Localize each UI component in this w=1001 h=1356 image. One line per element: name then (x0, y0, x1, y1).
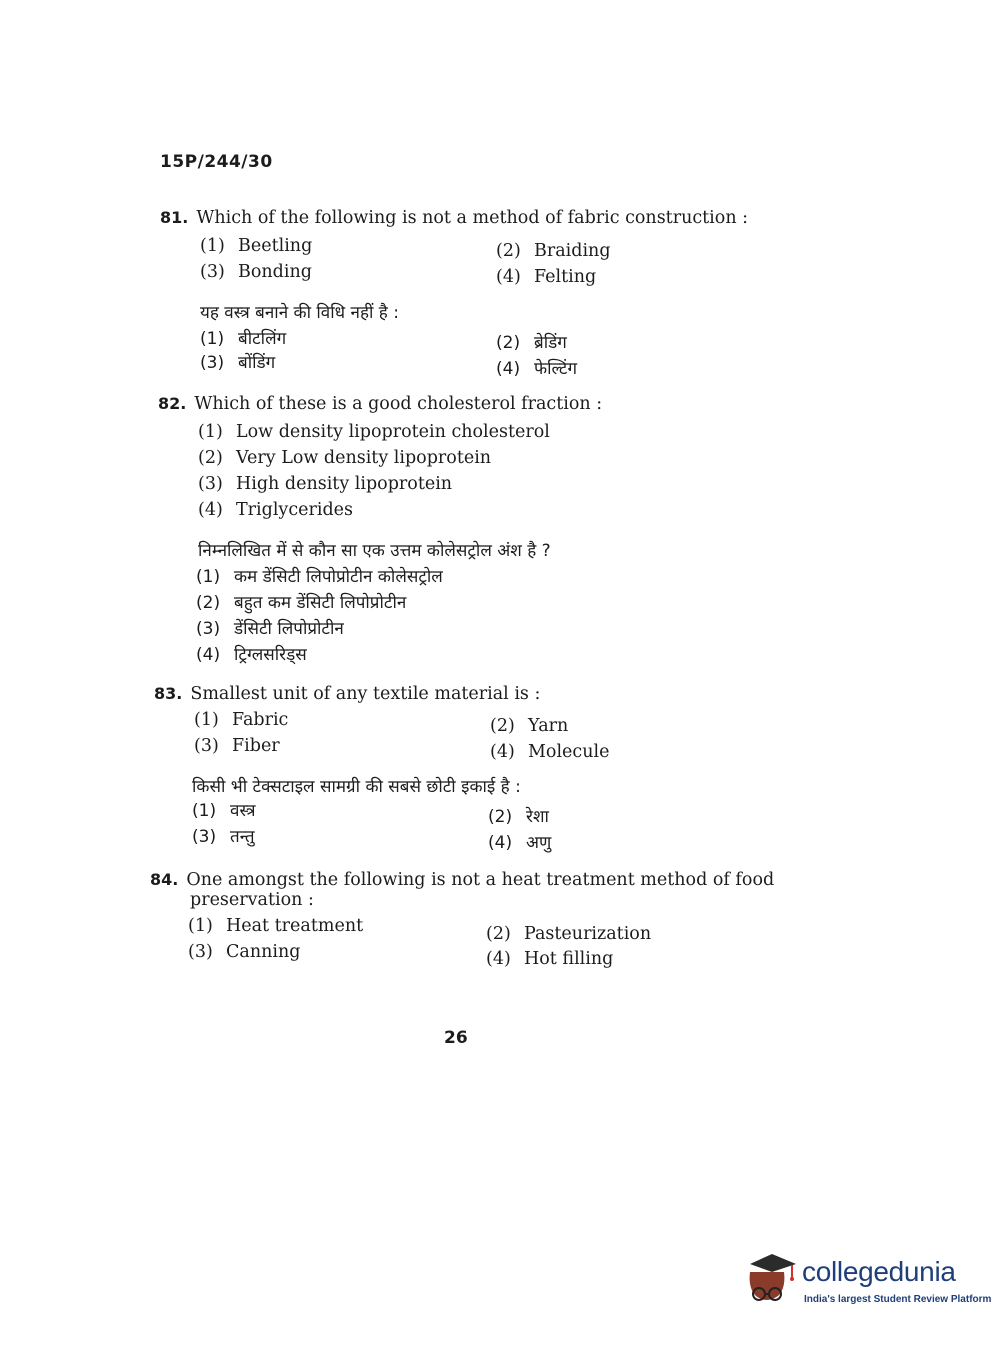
mascot-icon (742, 1250, 800, 1310)
option-text: तन्तु (230, 827, 255, 847)
option-number: (3) (200, 353, 225, 373)
option-4 (490, 742, 609, 762)
option-text: बहुत कम डेंसिटी लिपोप्रोटीन (234, 593, 407, 613)
option-1 (188, 916, 363, 936)
option-text: बोंडिंग (238, 353, 276, 373)
option-2 (198, 448, 491, 468)
hindi-option-2 (488, 804, 549, 827)
page-number: 26 (444, 1028, 468, 1048)
option-number: (2) (496, 241, 521, 261)
option-number: (4) (198, 500, 223, 520)
option-number: (1) (192, 801, 217, 821)
option-text: Yarn (528, 716, 569, 736)
option-number: (3) (196, 619, 221, 639)
option-text: Fiber (232, 736, 280, 756)
option-text: Hot filling (524, 949, 614, 969)
option-number: (1) (198, 422, 223, 442)
option-text: Beetling (238, 236, 313, 256)
option-number: (3) (194, 736, 219, 756)
question-stem (158, 394, 602, 414)
option-text: बीटलिंग (238, 329, 287, 349)
option-number: (1) (200, 329, 225, 349)
option-text: Low density lipoprotein cholesterol (236, 422, 550, 442)
option-1 (198, 422, 550, 442)
hindi-question-text: निम्नलिखित में से कौन सा एक उत्तम कोलेसट्रोल अंश है ? (198, 541, 551, 561)
logo-tagline: India's largest Student Review Platform (804, 1294, 992, 1305)
hindi-option-2 (496, 330, 567, 353)
hindi-option-3 (192, 824, 255, 847)
option-text: ब्रेडिंग (534, 333, 567, 353)
option-number: (3) (188, 942, 213, 962)
option-text: डेंसिटी लिपोप्रोटीन (234, 619, 344, 639)
option-text: ट्रिग्लसरिड्स (234, 645, 307, 665)
option-number: (4) (486, 949, 511, 969)
option-3 (194, 736, 280, 756)
question-number: 83. (154, 684, 183, 703)
option-4 (198, 500, 353, 520)
option-number: (1) (200, 236, 225, 256)
collegedunia-logo (742, 1250, 992, 1310)
question-text: Which of these is a good cholesterol fraction : (194, 394, 603, 414)
option-text: Bonding (238, 262, 312, 282)
hindi-question-text: किसी भी टेक्सटाइल सामग्री की सबसे छोटी इकाई है : (192, 777, 521, 797)
question-number: 84. (150, 870, 179, 889)
option-number: (3) (198, 474, 223, 494)
option-3 (200, 262, 312, 282)
question-stem (160, 208, 748, 228)
option-text: रेशा (526, 807, 549, 827)
question-stem (154, 684, 540, 704)
logo-wordmark: collegedunia (802, 1256, 956, 1287)
option-number: (3) (192, 827, 217, 847)
option-2 (496, 241, 611, 261)
option-text: Braiding (534, 241, 611, 261)
question-text: Smallest unit of any textile material is : (190, 684, 541, 704)
option-number: (4) (496, 359, 521, 379)
hindi-option-4 (196, 642, 307, 665)
option-number: (2) (490, 716, 515, 736)
option-number: (2) (198, 448, 223, 468)
option-number: (2) (488, 807, 513, 827)
option-number: (4) (488, 833, 513, 853)
option-1 (194, 710, 288, 730)
option-3 (188, 942, 300, 962)
option-number: (2) (486, 924, 511, 944)
question-81 (160, 208, 760, 378)
hindi-option-1 (192, 798, 255, 821)
question-text: Which of the following is not a method of fabric construction : (196, 208, 749, 228)
option-number: (3) (200, 262, 225, 282)
option-text: Heat treatment (226, 916, 364, 936)
hindi-option-3 (200, 350, 275, 373)
question-number: 82. (158, 394, 187, 413)
question-text: One amongst the following is not a heat treatment method of food (186, 870, 775, 890)
option-text: Molecule (528, 742, 610, 762)
hindi-option-3 (196, 616, 344, 639)
hindi-option-2 (196, 590, 406, 613)
question-text-continued: preservation : (190, 890, 314, 910)
hindi-option-1 (196, 564, 443, 587)
option-number: (4) (196, 645, 221, 665)
question-82 (158, 394, 758, 664)
question-stem (150, 870, 774, 890)
option-number: (2) (496, 333, 521, 353)
option-number: (4) (496, 267, 521, 287)
hindi-question-text: यह वस्त्र बनाने की विधि नहीं है : (200, 303, 399, 323)
option-1 (200, 236, 312, 256)
question-number: 81. (160, 208, 189, 227)
hindi-option-1 (200, 326, 286, 349)
option-text: Felting (534, 267, 597, 287)
option-text: अणु (526, 833, 552, 853)
paper-code: 15P/244/30 (160, 152, 273, 172)
option-text: Canning (226, 942, 301, 962)
question-84 (150, 870, 790, 980)
question-83 (154, 684, 754, 854)
option-3 (198, 474, 452, 494)
option-2 (490, 716, 568, 736)
option-number: (1) (196, 567, 221, 587)
option-text: Fabric (232, 710, 289, 730)
option-2 (486, 924, 651, 944)
option-text: कम डेंसिटी लिपोप्रोटीन कोलेसट्रोल (234, 567, 443, 587)
option-number: (4) (490, 742, 515, 762)
option-number: (1) (194, 710, 219, 730)
hindi-option-4 (488, 830, 551, 853)
option-text: High density lipoprotein (236, 474, 453, 494)
option-text: Very Low density lipoprotein (236, 448, 492, 468)
option-4 (486, 949, 613, 969)
option-number: (1) (188, 916, 213, 936)
option-text: Pasteurization (524, 924, 652, 944)
option-text: Triglycerides (236, 500, 353, 520)
option-4 (496, 267, 596, 287)
option-text: फेल्टिंग (534, 359, 578, 379)
option-number: (2) (196, 593, 221, 613)
option-text: वस्त्र (230, 801, 256, 821)
hindi-option-4 (496, 356, 577, 379)
